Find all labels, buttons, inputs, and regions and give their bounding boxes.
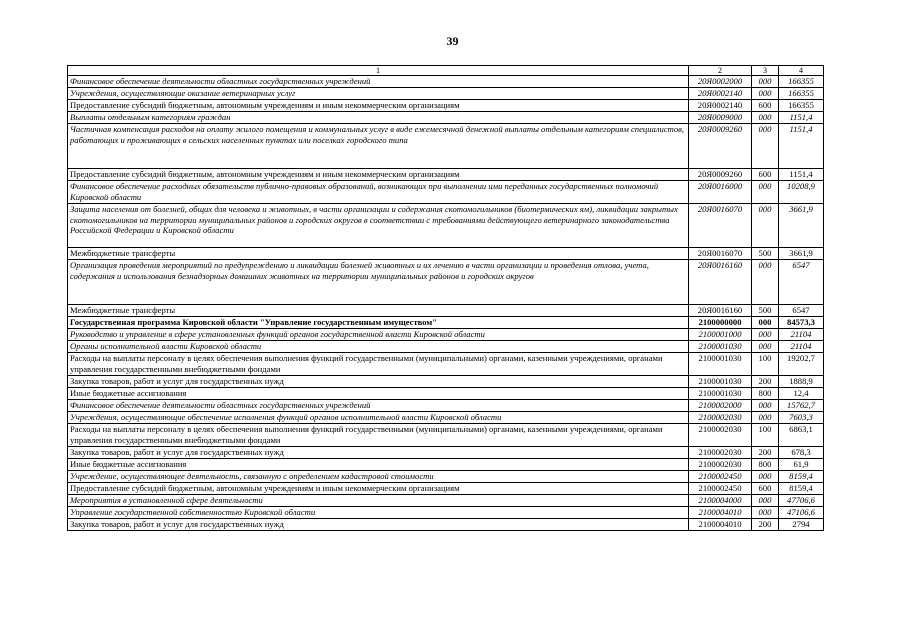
row-subcode-cell: 000: [752, 400, 779, 412]
row-value-cell: 166355: [779, 88, 824, 100]
table-row: [68, 204, 824, 248]
row-subcode-cell: 000: [752, 507, 779, 519]
row-name-cell: Мероприятия в установленной сфере деятельности: [68, 495, 689, 507]
row-value-cell: 6547: [779, 260, 824, 305]
row-name-cell: Государственная программа Кировской области "Управление государственным имуществом": [68, 317, 689, 329]
table-row: [68, 260, 824, 305]
table-row: [68, 112, 824, 124]
row-subcode-cell: 000: [752, 317, 779, 329]
row-subcode-cell: 100: [752, 424, 779, 447]
row-name-cell: Частичная компенсация расходов на оплату жилого помещения и коммунальных услуг в виде ежемесячной денежной выплаты отдельным категориям специалистов, работающих и проживающих в сельских населенных пунктах или поселках городского типа: [68, 124, 689, 169]
header-col-2: 2: [689, 66, 752, 76]
row-subcode-cell: 200: [752, 376, 779, 388]
row-name-cell: Иные бюджетные ассигнования: [68, 459, 689, 471]
row-name-cell: Руководство и управление в сфере установленных функций органов государственной власти Кировской области: [68, 329, 689, 341]
row-subcode-cell: 500: [752, 248, 779, 260]
row-value-cell: 47706,6: [779, 495, 824, 507]
row-value-cell: 21104: [779, 341, 824, 353]
table-row: [68, 483, 824, 495]
page-number: 39: [446, 34, 459, 48]
row-value-cell: 21104: [779, 329, 824, 341]
row-code-cell: 2100002030: [689, 447, 752, 459]
row-subcode-cell: 000: [752, 204, 779, 248]
row-code-cell: 20Я0002140: [689, 88, 752, 100]
row-subcode-cell: 000: [752, 471, 779, 483]
row-value-cell: 3661,9: [779, 248, 824, 260]
row-subcode-cell: 800: [752, 388, 779, 400]
row-subcode-cell: 600: [752, 169, 779, 181]
row-value-cell: 47106,6: [779, 507, 824, 519]
row-name-cell: Управление государственной собственностью Кировской области: [68, 507, 689, 519]
row-code-cell: 2100004000: [689, 495, 752, 507]
row-value-cell: 6547: [779, 305, 824, 317]
row-code-cell: 2100004010: [689, 507, 752, 519]
row-subcode-cell: 000: [752, 88, 779, 100]
table-row: [68, 447, 824, 459]
row-value-cell: 12,4: [779, 388, 824, 400]
row-subcode-cell: 000: [752, 124, 779, 169]
row-value-cell: 1151,4: [779, 112, 824, 124]
row-code-cell: 2100004010: [689, 519, 752, 531]
row-value-cell: 8159,4: [779, 483, 824, 495]
row-value-cell: 2794: [779, 519, 824, 531]
row-code-cell: 2100001030: [689, 376, 752, 388]
row-subcode-cell: 000: [752, 412, 779, 424]
table-row: [68, 507, 824, 519]
row-code-cell: 2100002030: [689, 424, 752, 447]
row-value-cell: 6863,1: [779, 424, 824, 447]
row-name-cell: Межбюджетные трансферты: [68, 305, 689, 317]
table-row: [68, 169, 824, 181]
row-code-cell: 20Я0002000: [689, 76, 752, 88]
row-value-cell: 166355: [779, 100, 824, 112]
table-row: [68, 76, 824, 88]
table-row: [68, 124, 824, 169]
row-name-cell: Финансовое обеспечение расходных обязательств публично-правовых образований, возникающих при выполнении ими переданных государственных полномочий Кировской области: [68, 181, 689, 204]
row-code-cell: 2100001030: [689, 353, 752, 376]
row-code-cell: 20Я0016000: [689, 181, 752, 204]
row-code-cell: 20Я0016070: [689, 204, 752, 248]
table-row: [68, 388, 824, 400]
table-row: [68, 341, 824, 353]
row-code-cell: 2100002450: [689, 483, 752, 495]
row-value-cell: 19202,7: [779, 353, 824, 376]
table-row: [68, 424, 824, 447]
budget-table: [67, 65, 824, 531]
row-code-cell: 2100001030: [689, 341, 752, 353]
table-row: [68, 100, 824, 112]
row-value-cell: 61,9: [779, 459, 824, 471]
row-code-cell: 2100002030: [689, 412, 752, 424]
table-row: [68, 305, 824, 317]
row-code-cell: 2100002450: [689, 471, 752, 483]
row-value-cell: 1888,9: [779, 376, 824, 388]
table-row: [68, 459, 824, 471]
row-value-cell: 166355: [779, 76, 824, 88]
row-name-cell: Учреждения, осуществляющие обеспечение исполнения функций органов исполнительной власти Кировской области: [68, 412, 689, 424]
row-code-cell: 2100002030: [689, 459, 752, 471]
row-subcode-cell: 600: [752, 483, 779, 495]
table-row: [68, 88, 824, 100]
row-name-cell: Расходы на выплаты персоналу в целях обеспечения выполнения функций государственными (муниципальными) органами, казенными учреждениями, органами управления государственными внебюджетными фондами: [68, 353, 689, 376]
row-name-cell: Финансовое обеспечение деятельности областных государственных учреждений: [68, 400, 689, 412]
row-name-cell: Закупка товаров, работ и услуг для государственных нужд: [68, 376, 689, 388]
row-value-cell: 8159,4: [779, 471, 824, 483]
row-name-cell: Органы исполнительной власти Кировской области: [68, 341, 689, 353]
table-row: [68, 412, 824, 424]
row-code-cell: 20Я0009000: [689, 112, 752, 124]
table-row: [68, 495, 824, 507]
row-value-cell: 15762,7: [779, 400, 824, 412]
row-subcode-cell: 100: [752, 353, 779, 376]
row-name-cell: Предоставление субсидий бюджетным, автономным учреждениям и иным некоммерческим организациям: [68, 169, 689, 181]
row-name-cell: Предоставление субсидий бюджетным, автономным учреждениям и иным некоммерческим организациям: [68, 100, 689, 112]
row-value-cell: 7603,3: [779, 412, 824, 424]
row-name-cell: Предоставление субсидий бюджетным, автономным учреждениям и иным некоммерческим организациям: [68, 483, 689, 495]
table-row: [68, 181, 824, 204]
table-row: [68, 519, 824, 531]
row-subcode-cell: 000: [752, 329, 779, 341]
row-value-cell: 84573,3: [779, 317, 824, 329]
row-name-cell: Межбюджетные трансферты: [68, 248, 689, 260]
row-code-cell: 20Я0009260: [689, 124, 752, 169]
row-subcode-cell: 500: [752, 305, 779, 317]
row-code-cell: 20Я0016070: [689, 248, 752, 260]
row-subcode-cell: 000: [752, 260, 779, 305]
table-row: [68, 248, 824, 260]
row-subcode-cell: 600: [752, 100, 779, 112]
header-col-1: 1: [68, 66, 689, 76]
row-subcode-cell: 000: [752, 76, 779, 88]
header-col-3: 3: [752, 66, 779, 76]
table-row: [68, 329, 824, 341]
table-row: [68, 376, 824, 388]
row-name-cell: Учреждение, осуществляющее деятельность, связанную с определением кадастровой стоимости: [68, 471, 689, 483]
table-row: [68, 317, 824, 329]
row-name-cell: Расходы на выплаты персоналу в целях обеспечения выполнения функций государственными (муниципальными) органами, казенными учреждениями, органами управления государственными внебюджетными фондами: [68, 424, 689, 447]
row-subcode-cell: 800: [752, 459, 779, 471]
row-name-cell: Финансовое обеспечение деятельности областных государственных учреждений: [68, 76, 689, 88]
row-subcode-cell: 000: [752, 341, 779, 353]
row-code-cell: 20Я0002140: [689, 100, 752, 112]
row-value-cell: 1151,4: [779, 124, 824, 169]
row-name-cell: Закупка товаров, работ и услуг для государственных нужд: [68, 519, 689, 531]
row-code-cell: 20Я0016160: [689, 260, 752, 305]
row-subcode-cell: 000: [752, 112, 779, 124]
row-value-cell: 678,3: [779, 447, 824, 459]
row-value-cell: 3661,9: [779, 204, 824, 248]
row-subcode-cell: 200: [752, 447, 779, 459]
header-col-4: 4: [779, 66, 824, 76]
table-row: [68, 400, 824, 412]
row-name-cell: Выплаты отдельным категориям граждан: [68, 112, 689, 124]
row-code-cell: 2100000000: [689, 317, 752, 329]
row-value-cell: 10208,9: [779, 181, 824, 204]
table-row: [68, 471, 824, 483]
header-row: [68, 66, 824, 76]
table-row: [68, 353, 824, 376]
row-code-cell: 20Я0016160: [689, 305, 752, 317]
row-name-cell: Закупка товаров, работ и услуг для государственных нужд: [68, 447, 689, 459]
row-code-cell: 2100001030: [689, 388, 752, 400]
row-subcode-cell: 000: [752, 181, 779, 204]
row-code-cell: 2100001000: [689, 329, 752, 341]
row-value-cell: 1151,4: [779, 169, 824, 181]
row-name-cell: Организация проведения мероприятий по предупреждению и ликвидации болезней животных и их лечению в части организации и проведения отлова, учета, содержания и использования безнадзорных домашних животных на территории муниципальных районов и городских округов: [68, 260, 689, 305]
row-name-cell: Защита населения от болезней, общих для человека и животных, в части организации и содержания скотомогильников (биотермических ям), ликвидации закрытых скотомогильников на территории муниципальных районов и городских округов в соответствии с требованиями действующего ветеринарного законодательства Российской Федерации и Кировской области: [68, 204, 689, 248]
row-code-cell: 2100002000: [689, 400, 752, 412]
row-code-cell: 20Я0009260: [689, 169, 752, 181]
row-name-cell: Учреждения, осуществляющие оказание ветеринарных услуг: [68, 88, 689, 100]
row-name-cell: Иные бюджетные ассигнования: [68, 388, 689, 400]
row-subcode-cell: 200: [752, 519, 779, 531]
row-subcode-cell: 000: [752, 495, 779, 507]
